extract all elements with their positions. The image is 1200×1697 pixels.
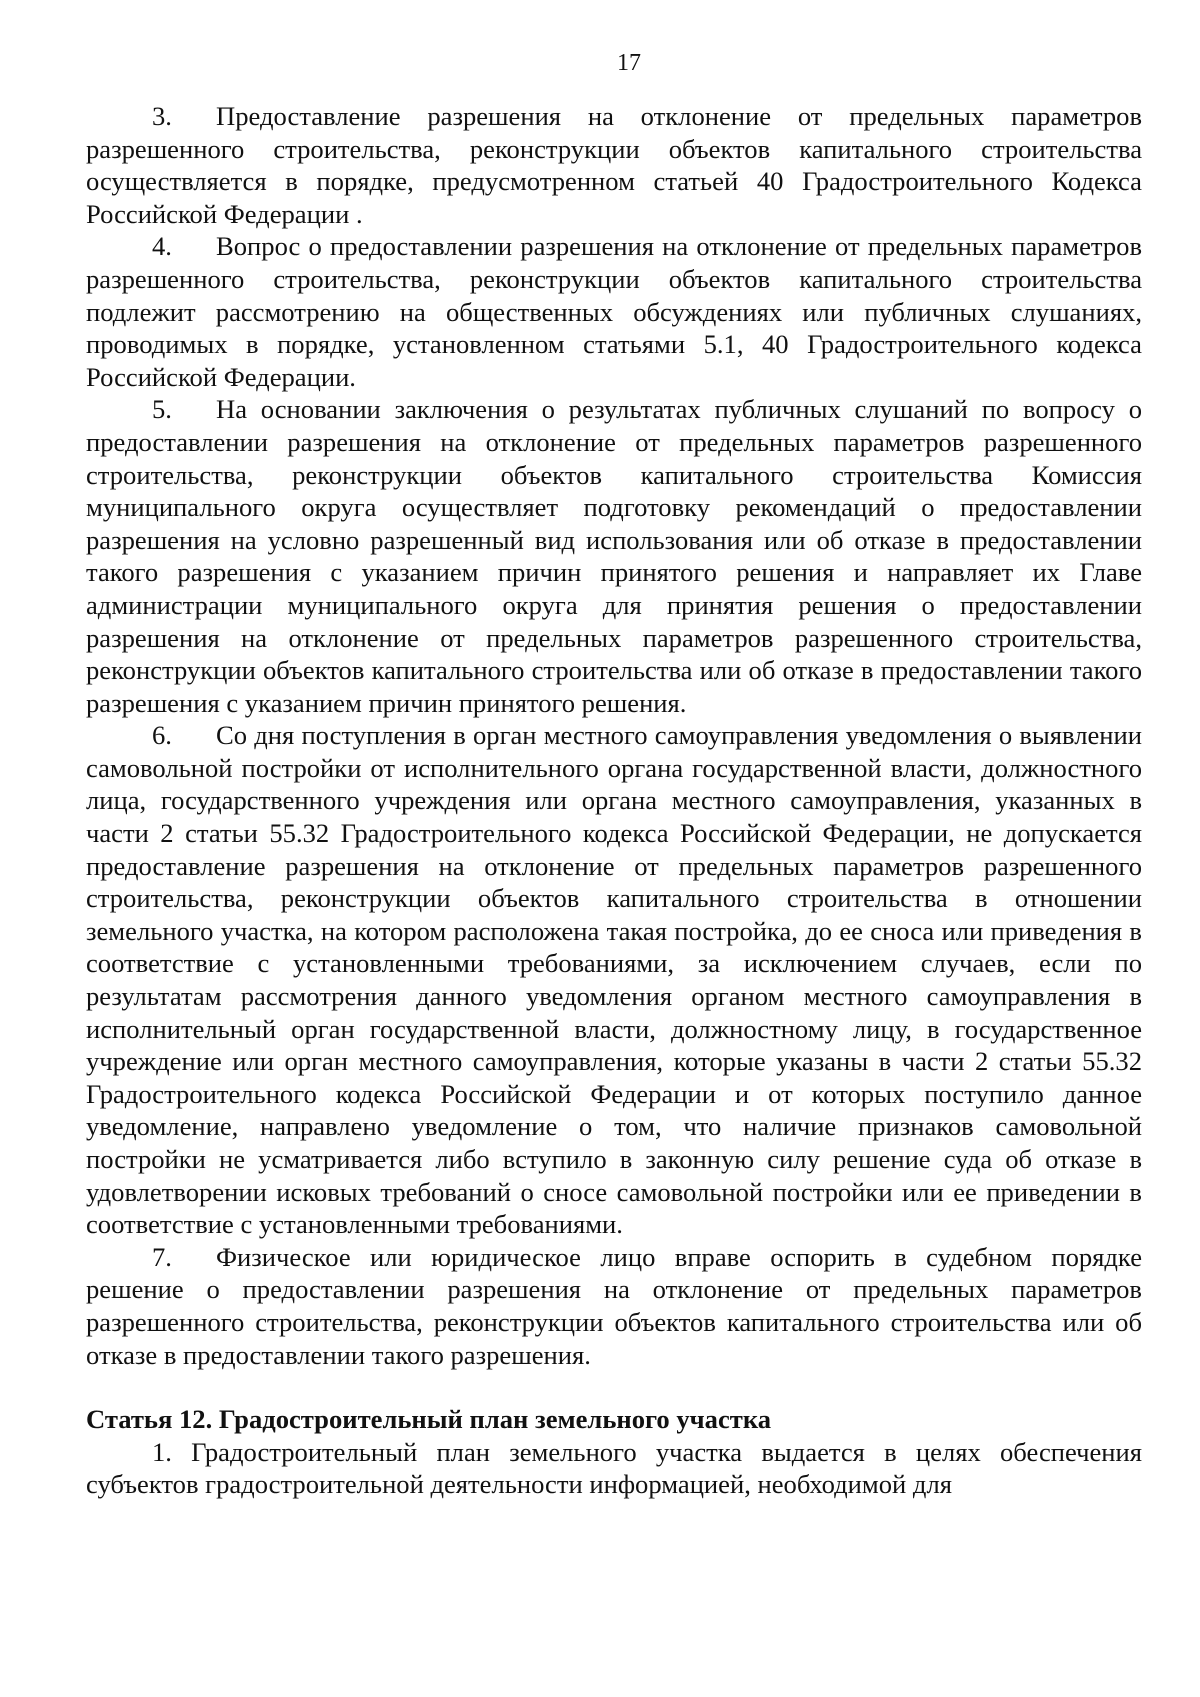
document-page	[86, 48, 1142, 1501]
paragraph-number: 5.	[152, 394, 172, 425]
paragraph-number: 6.	[152, 720, 172, 751]
article-heading: Статья 12. Градостроительный план земельного участка	[86, 1404, 772, 1435]
page-number: 17	[617, 50, 641, 76]
paragraph-text: Со дня поступления в орган местного самоуправления уведомления о выявлении самовольной постройки от исполнительного органа государственной власти, должностного лица, государственного учреждения или органа местного самоуправления, указанных в части 2 статьи 55.32 Градостроительного кодекса Российской Федерации, не допускается предоставление разрешения на отклонение от предельных параметров разрешенного строительства, реконструкции объектов капитального строительства в отношении земельного участка, на котором расположена такая постройка, до ее сноса или приведения в соответствие с установленными требованиями, за исключением случаев, если по результатам рассмотрения данного уведомления органом местного самоуправления в исполнительный орган государственной власти, должностному лицу, в государственное учреждение или орган местного самоуправления, которые указаны в части 2 статьи 55.32 Градостроительного кодекса Российской Федерации и от которых поступило данное уведомление, направлено уведомление о том, что наличие признаков самовольной постройки не усматривается либо вступило в законную силу решение суда об отказе в удовлетворении исковых требований о сносе самовольной постройки или ее приведении в соответствие с установленными требованиями.	[86, 720, 1142, 1240]
paragraph-text: На основании заключения о результатах публичных слушаний по вопросу о предоставлении разрешения на отклонение от предельных параметров разрешенного строительства, реконструкции объектов капитального строительства Комиссия муниципального округа осуществляет подготовку рекомендаций о предоставлении разрешения на условно разрешенный вид использования или об отказе в предоставлении такого разрешения с указанием причин принятого решения и направляет их Главе администрации муниципального округа для принятия решения о предоставлении разрешения на отклонение от предельных параметров разрешенного строительства, реконструкции объектов капитального строительства или об отказе в предоставлении такого разрешения с указанием причин принятого решения.	[86, 394, 1142, 718]
paragraph-number: 4.	[152, 231, 172, 262]
paragraph-6	[86, 719, 1142, 1241]
paragraph-3	[86, 100, 1142, 230]
paragraph-text: Физическое или юридическое лицо вправе оспорить в судебном порядке решение о предоставлении разрешения на отклонение от предельных параметров разрешенного строительства, реконструкции объектов капитального строительства или об отказе в предоставлении такого разрешения.	[86, 1241, 1142, 1370]
paragraph-7	[86, 1241, 1142, 1371]
paragraph-number: 3.	[152, 101, 172, 131]
paragraph-text: Вопрос о предоставлении разрешения на отклонение от предельных параметров разрешенного строительства, реконструкции объектов капитального строительства подлежит рассмотрению на общественных обсуждениях или публичных слушаниях, проводимых в порядке, установленном статьями 5.1, 40 Градостроительного кодекса Российской Федерации.	[86, 231, 1142, 392]
paragraph-5	[86, 393, 1142, 719]
paragraph-number: 7.	[152, 1241, 172, 1272]
paragraph-4	[86, 230, 1142, 393]
article-paragraph-1: 1. Градостроительный план земельного участка выдается в целях обеспечения субъектов градостроительной деятельности информацией, необходимой для	[86, 1436, 1142, 1500]
paragraph-text: Предоставление разрешения на отклонение от предельных параметров разрешенного строительства, реконструкции объектов капитального строительства осуществляется в порядке, предусмотренном статьей 40 Градостроительного Кодекса Российской Федерации .	[86, 101, 1142, 229]
